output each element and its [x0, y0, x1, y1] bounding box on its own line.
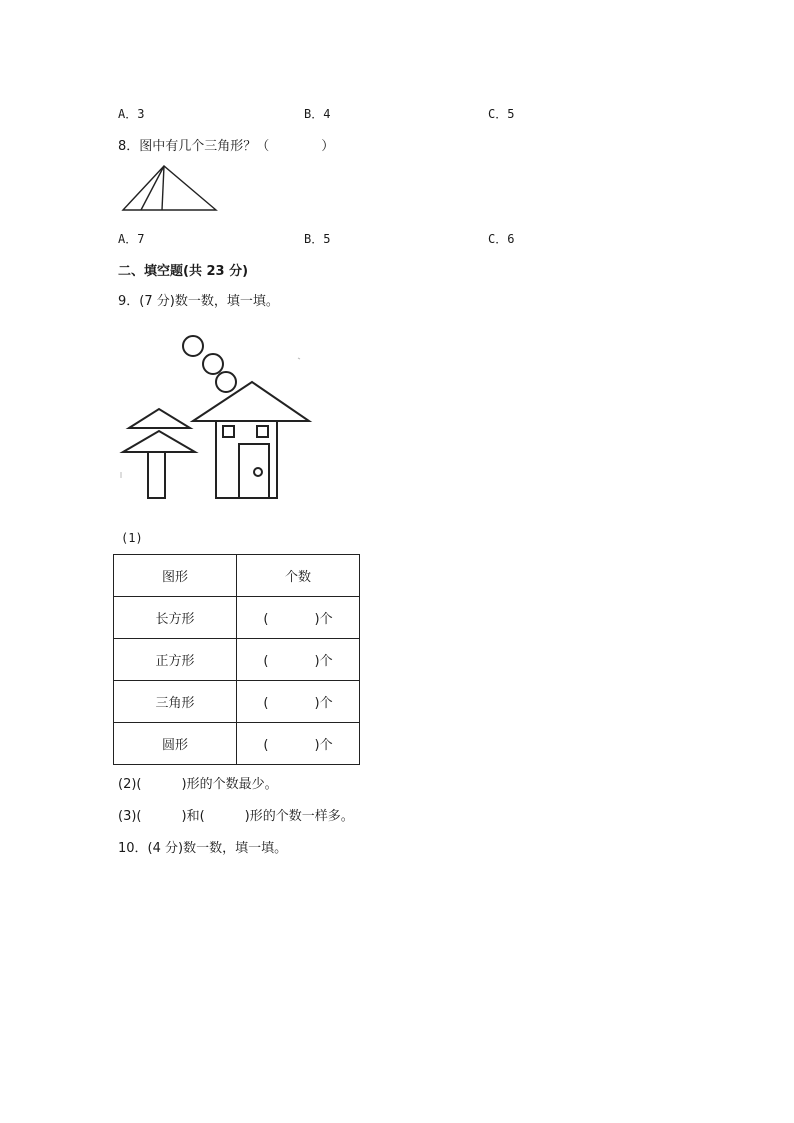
q10-stem: 10．(4 分)数一数，填一填。 — [118, 841, 288, 856]
q8-stem-text: 8．图中有几个三角形？（ — [118, 139, 270, 154]
row-shape: 三角形 — [114, 681, 237, 723]
table-row — [114, 723, 360, 765]
q9-part2: (2)( )形的个数最少。 — [118, 777, 278, 792]
table-row — [114, 597, 360, 639]
circle-3 — [216, 372, 236, 392]
tree-top-triangle — [129, 409, 190, 428]
q7-option-c: C．5 — [488, 107, 515, 121]
house-window-left — [223, 426, 234, 437]
row-count-blank[interactable]: ( )个 — [237, 597, 360, 639]
row-count-blank[interactable]: ( )个 — [237, 723, 360, 765]
table-row — [114, 681, 360, 723]
q9-part1-label: (1) — [121, 531, 143, 545]
row-shape: 圆形 — [114, 723, 237, 765]
q8-option-b: B．5 — [304, 232, 331, 246]
house-window-right — [257, 426, 268, 437]
q8-option-c: C．6 — [488, 232, 515, 246]
q7-option-b: B．4 — [304, 107, 331, 121]
table-header-row — [114, 555, 360, 597]
house-tree-figure — [115, 330, 315, 510]
q9-stem: 9．(7 分)数一数，填一填。 — [118, 294, 279, 309]
row-shape: 长方形 — [114, 597, 237, 639]
q9-part3: (3)( )和( )形的个数一样多。 — [118, 809, 354, 824]
tree-trunk-rect — [148, 452, 165, 498]
circle-1 — [183, 336, 203, 356]
house-roof-triangle — [193, 382, 309, 421]
table-row — [114, 639, 360, 681]
header-count: 个数 — [237, 555, 360, 597]
shape-count-table — [113, 554, 360, 765]
row-count-blank[interactable]: ( )个 — [237, 639, 360, 681]
circle-2 — [203, 354, 223, 374]
inner-line-2 — [162, 166, 164, 210]
header-shape: 图形 — [114, 555, 237, 597]
door-knob-circle — [254, 468, 262, 476]
q7-option-a: A．3 — [118, 107, 145, 121]
q8-stem — [118, 135, 334, 154]
section2-title: 二、填空题(共 23 分) — [118, 264, 249, 279]
outer-triangle — [123, 166, 216, 210]
row-shape: 正方形 — [114, 639, 237, 681]
row-count-blank[interactable]: ( )个 — [237, 681, 360, 723]
triangle-figure — [120, 164, 220, 214]
tree-bottom-triangle — [123, 431, 195, 452]
q8-stem-close: ） — [321, 139, 335, 154]
q8-option-a: A．7 — [118, 232, 145, 246]
